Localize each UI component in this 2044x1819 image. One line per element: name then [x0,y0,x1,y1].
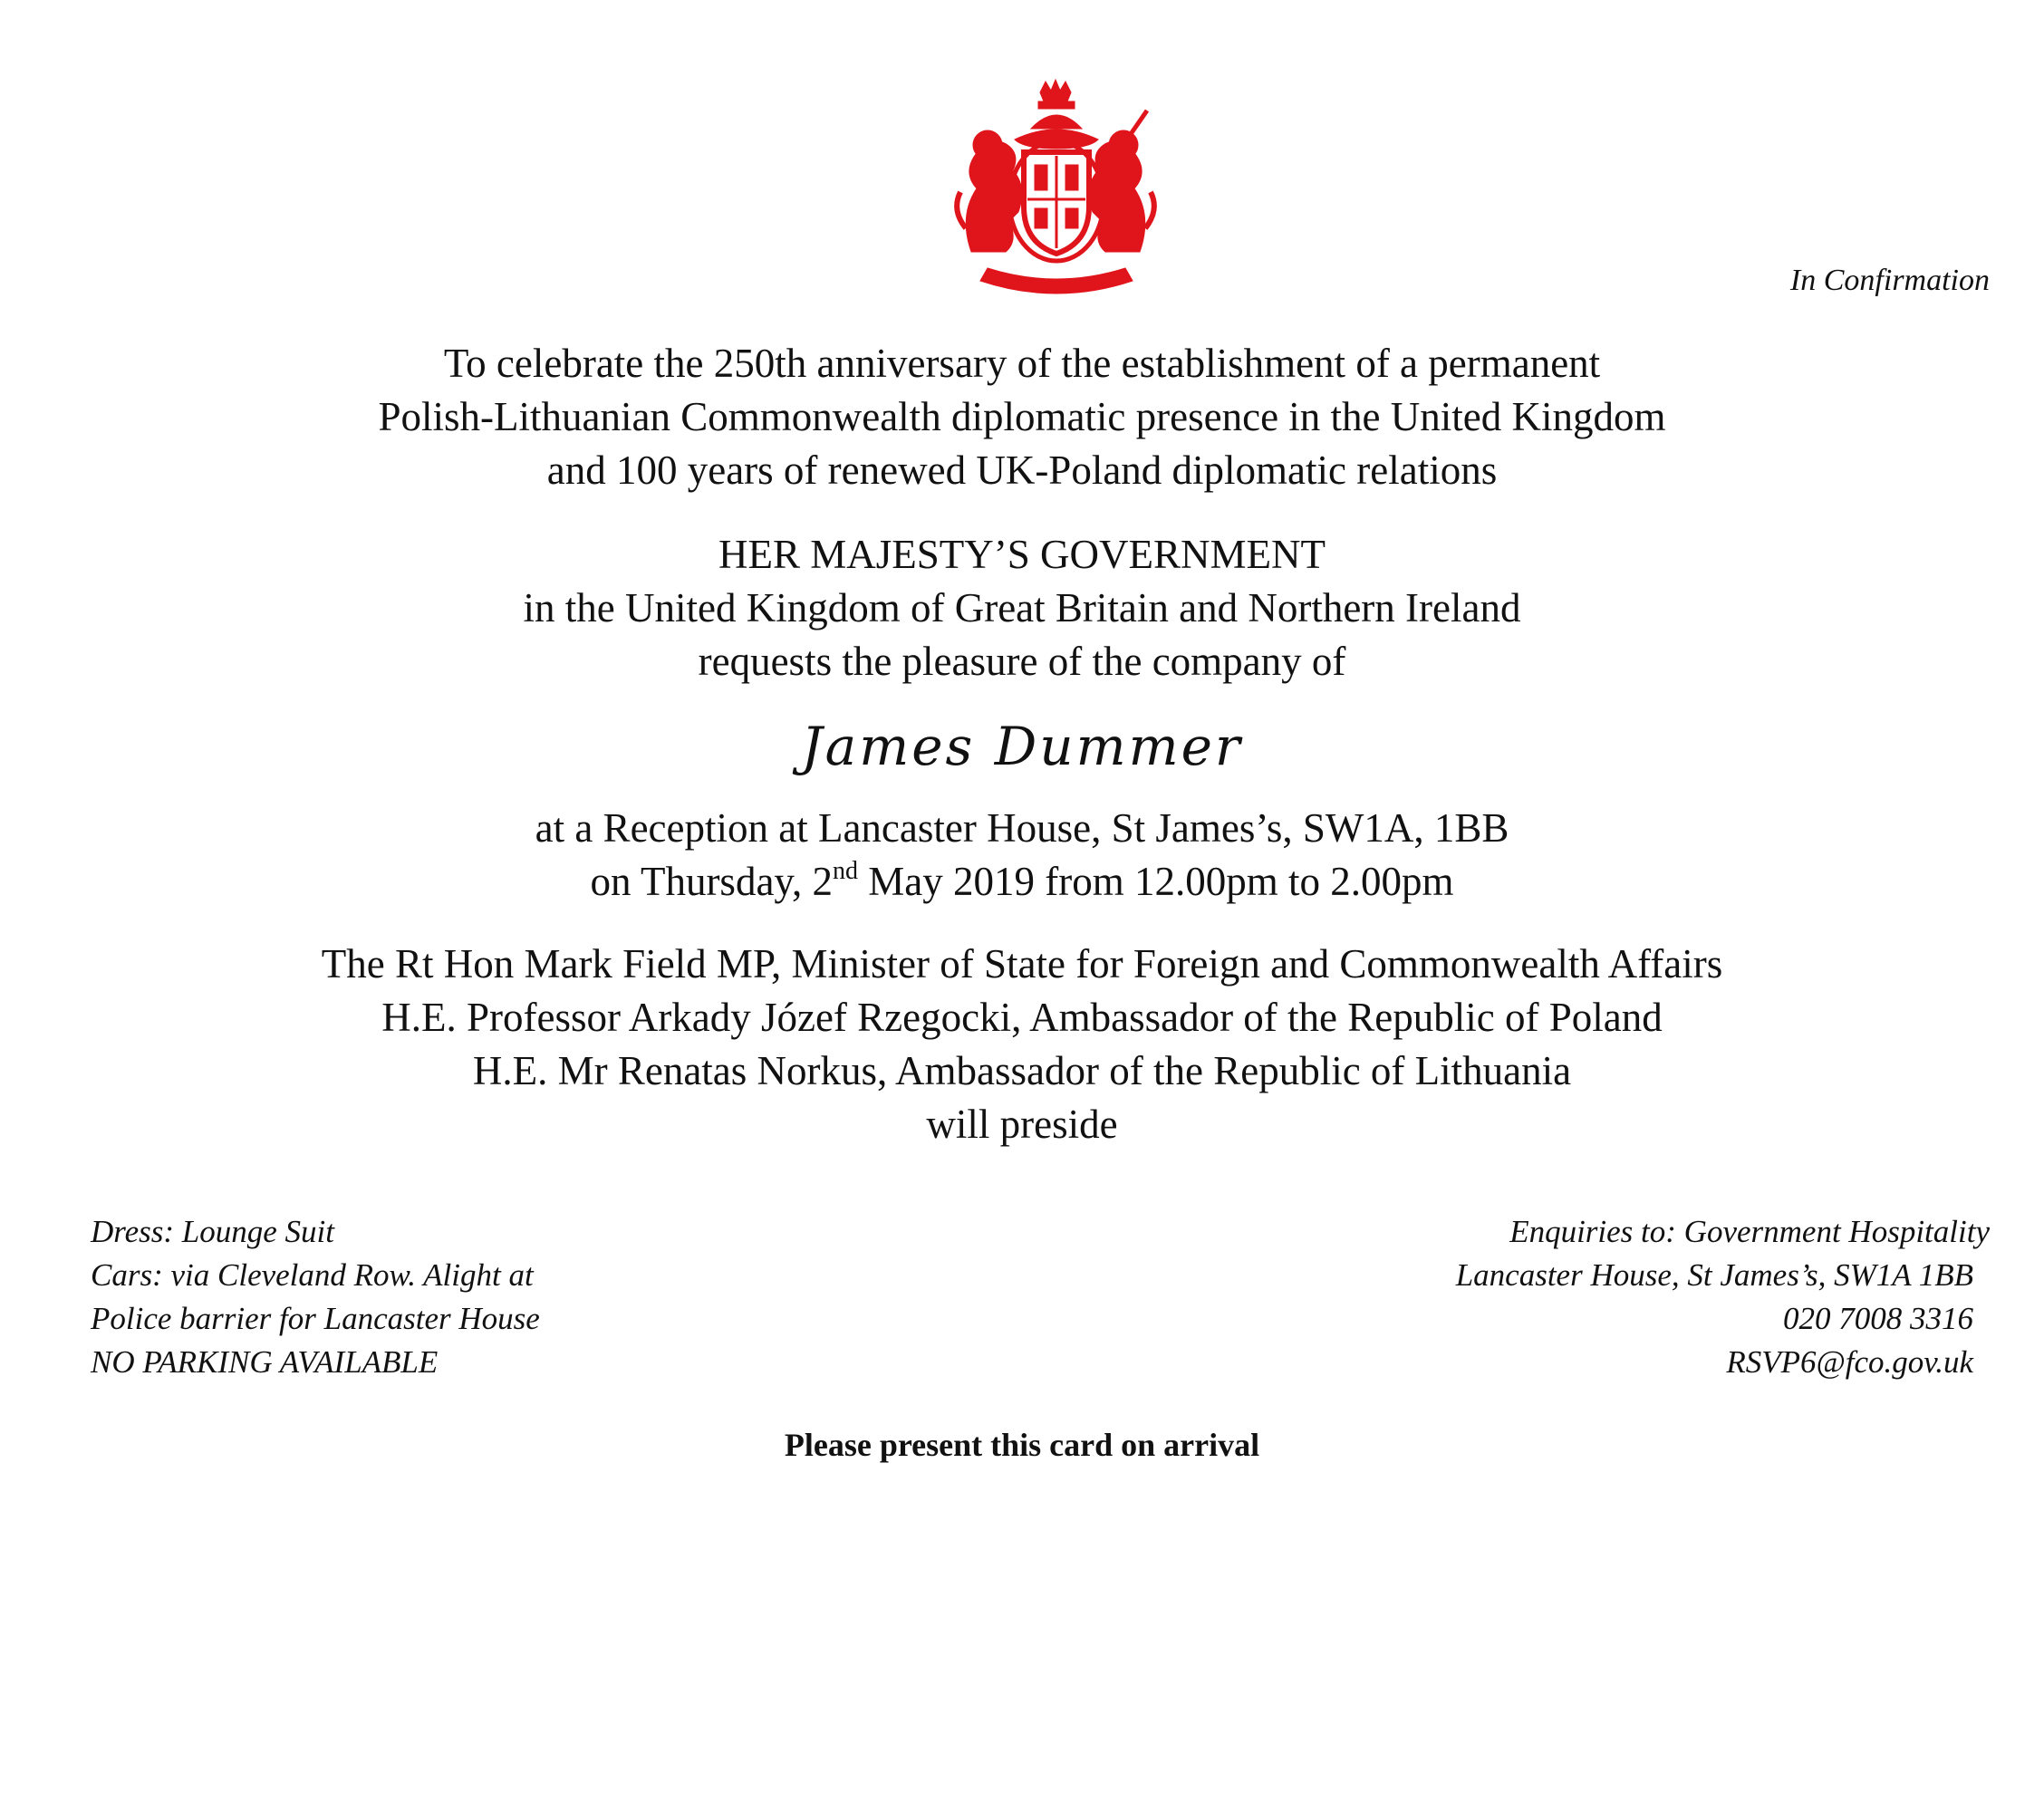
parking-note: NO PARKING AVAILABLE [91,1344,439,1380]
occasion-line: Polish-Lithuanian Commonwealth diplomatic presence in the United Kingdom [378,394,1666,439]
host-name: HER MAJESTY’S GOVERNMENT [718,532,1326,577]
dress-code: Dress: Lounge Suit [91,1214,334,1249]
guest-name: James Dummer [801,716,1243,777]
enquiries-phone: 020 7008 3316 [1783,1301,1973,1336]
event-date-prefix: on Thursday, 2 [590,859,833,904]
enquiries-email: RSVP6@fco.gov.uk [1726,1344,1973,1380]
presider-line: will preside [926,1102,1118,1147]
event-date-ordinal: nd [833,857,858,885]
cars-note: Cars: via Cleveland Row. Alight at [91,1257,534,1293]
occasion-line: To celebrate the 250th anniversary of the establishment of a permanent [443,341,1601,386]
event-date [0,855,2044,914]
occasion-line: and 100 years of renewed UK-Poland diplomatic relations [546,448,1498,493]
event-details [0,802,2044,914]
host-line: in the United Kingdom of Great Britain and Northern Ireland [523,585,1521,630]
presider-line: H.E. Mr Renatas Norkus, Ambassador of the Republic of Lithuania [472,1048,1572,1093]
enquiries-address: Lancaster House, St James’s, SW1A 1BB [1455,1257,1973,1293]
event-date-rest: May 2019 from 12.00pm to 2.00pm [858,859,1454,904]
host-line: requests the pleasure of the company of [698,639,1346,684]
royal-coat-of-arms-icon [951,74,1160,296]
event-venue: at a Reception at Lancaster House, St James’s, SW1A, 1BB [535,805,1509,851]
occasion-text [0,337,2044,497]
cars-note: Police barrier for Lancaster House [91,1301,540,1336]
attendance-notes [91,1210,540,1384]
confirmation-label: In Confirmation [1789,264,1990,297]
enquiries-label: Enquiries to: Government Hospitality [1509,1214,1990,1249]
enquiries-notes [1456,1210,1990,1384]
presider-line: The Rt Hon Mark Field MP, Minister of State for Foreign and Commonwealth Affairs [321,941,1723,986]
present-card-notice: Please present this card on arrival [784,1427,1260,1463]
host-text [0,528,2044,688]
presider-line: H.E. Professor Arkady Józef Rzegocki, Ambassador of the Republic of Poland [381,995,1663,1040]
presiders-text [0,938,2044,1151]
